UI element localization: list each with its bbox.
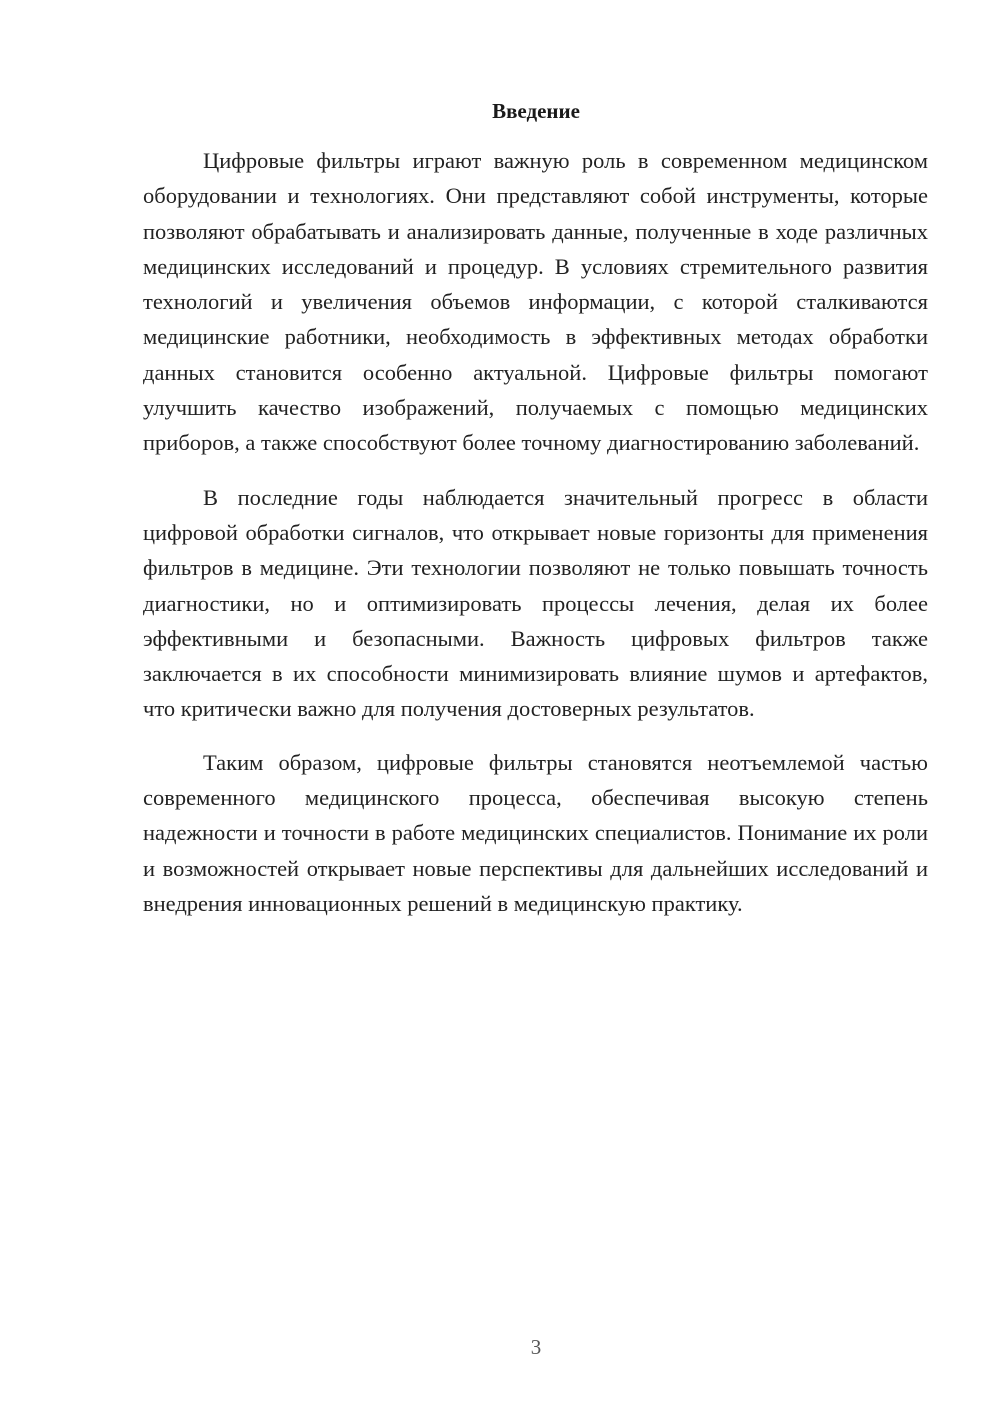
page-number: 3 bbox=[530, 1335, 542, 1359]
page-title: Введение bbox=[492, 99, 580, 123]
paragraph-2: В последние годы наблюдается значительный прогресс в области цифровой обработки сигналов, что открывает новые горизонты для применения фильтров в медицине. Эти технологии позволяют не только повышать точность диагностики, но и оптимизировать процессы лечения, делая их более эффективными и безопасными. Важность цифровых фильтров также заключается в их способности минимизировать влияние шумов и артефактов, что критически важно для получения достоверных результатов. bbox=[143, 484, 928, 722]
document-body bbox=[143, 143, 928, 921]
paragraph-3: Таким образом, цифровые фильтры становятся неотъемлемой частью современного медицинского процесса, обеспечивая высокую степень надежности и точности в работе медицинских специалистов. Понимание их роли и возможностей открывает новые перспективы для дальнейших исследований и внедрения инновационных решений в медицинскую практику. bbox=[143, 749, 928, 916]
paragraph-1: Цифровые фильтры играют важную роль в современном медицинском оборудовании и технологиях. Они представляют собой инструменты, которые позволяют обрабатывать и анализировать данные, полученные в ходе различных медицинских исследований и процедур. В условиях стремительного развития технологий и увеличения объемов информации, с которой сталкиваются медицинские работники, необходимость в эффективных методах обработки данных становится особенно актуальной. Цифровые фильтры помогают улучшить качество изображений, получаемых с помощью медицинских приборов, а также способствуют более точному диагностированию заболеваний. bbox=[143, 148, 928, 456]
